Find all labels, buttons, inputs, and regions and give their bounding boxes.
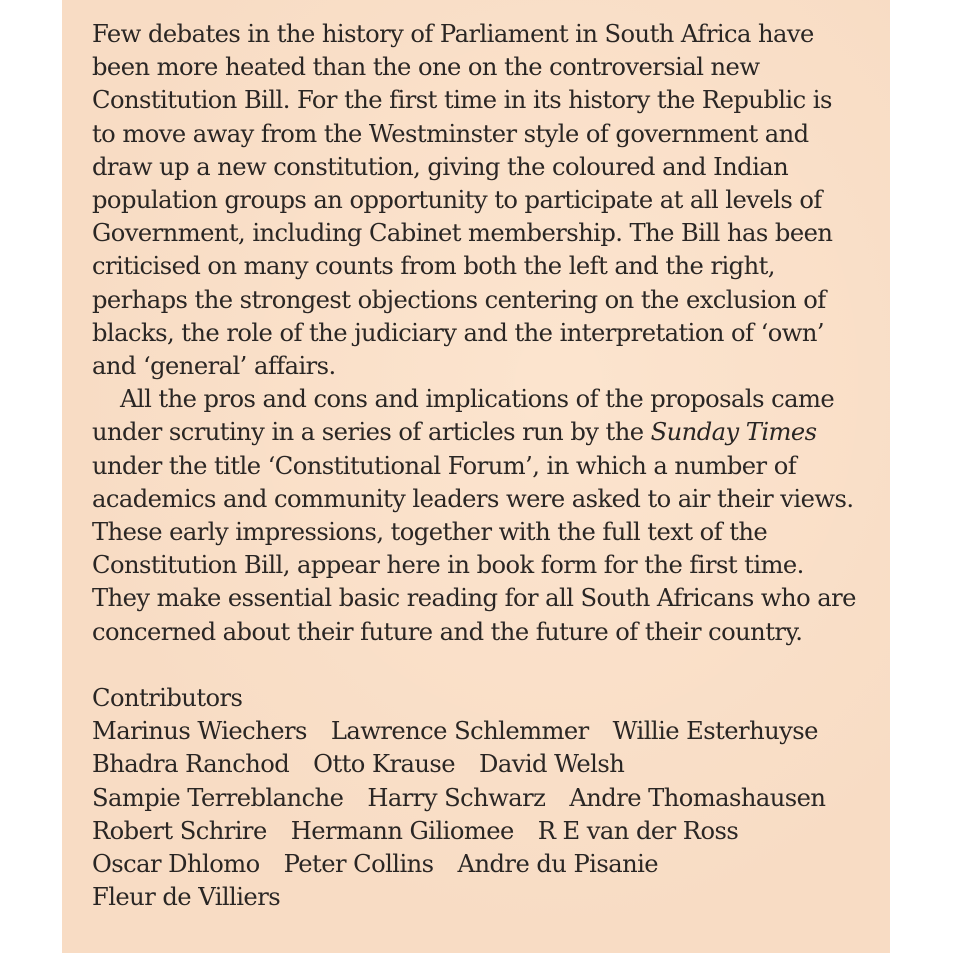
- contributor-name: Hermann Giliomee: [290, 816, 514, 845]
- contributor-name: Sampie Terreblanche: [92, 783, 344, 812]
- contributor-name: Fleur de Villiers: [92, 883, 281, 912]
- contributor-name: Marinus Wiechers: [92, 717, 307, 746]
- contributors-row: [92, 881, 872, 914]
- spacer: [92, 649, 872, 682]
- contributor-name: Harry Schwarz: [367, 783, 546, 812]
- blurb-text: [92, 18, 872, 914]
- text-line: perhaps the strongest objections centering on the exclusion of: [92, 285, 826, 314]
- paragraph-1: [92, 18, 872, 383]
- contributor-name: Robert Schrire: [92, 816, 267, 845]
- contributors-row: [92, 815, 872, 848]
- text-line: been more heated than the one on the controversial new: [92, 53, 760, 82]
- book-back-cover: [62, 0, 890, 953]
- text-line: All the pros and cons and implications of the proposals came: [120, 385, 835, 414]
- contributor-name: Oscar Dhlomo: [92, 850, 260, 879]
- text-line: Constitution Bill, appear here in book form for the first time.: [92, 551, 804, 580]
- contributors-row: [92, 782, 872, 815]
- contributors-row: [92, 748, 872, 781]
- text-line: Government, including Cabinet membership. The Bill has been: [92, 219, 833, 248]
- contributor-name: Lawrence Schlemmer: [330, 717, 589, 746]
- contributor-name: Willie Esterhuyse: [612, 717, 818, 746]
- contributors-row: [92, 848, 872, 881]
- text-line: These early impressions, together with the full text of the: [92, 518, 768, 547]
- contributor-name: Andre du Pisanie: [457, 850, 659, 879]
- text-line: concerned about their future and the future of their country.: [92, 617, 803, 646]
- text-segment: under scrutiny in a series of articles run by the: [92, 418, 651, 447]
- paragraph-2: [92, 383, 872, 649]
- newspaper-title: Sunday Times: [650, 418, 817, 447]
- text-line: [92, 416, 872, 449]
- text-line: Constitution Bill. For the first time in its history the Republic is: [92, 86, 832, 115]
- text-line: under the title ‘Constitutional Forum’, in which a number of: [92, 451, 797, 480]
- text-line: blacks, the role of the judiciary and the interpretation of ‘own’: [92, 318, 825, 347]
- text-line: and ‘general’ affairs.: [92, 352, 336, 381]
- contributor-name: David Welsh: [479, 750, 625, 779]
- text-line: academics and community leaders were asked to air their views.: [92, 484, 854, 513]
- text-line: Few debates in the history of Parliament in South Africa have: [92, 20, 814, 48]
- contributor-name: Bhadra Ranchod: [92, 750, 290, 779]
- text-line: to move away from the Westminster style of government and: [92, 119, 809, 148]
- contributor-name: Otto Krause: [313, 750, 455, 779]
- contributor-name: Peter Collins: [283, 850, 434, 879]
- contributors-row: [92, 715, 872, 748]
- text-line: criticised on many counts from both the left and the right,: [92, 252, 775, 281]
- text-line: population groups an opportunity to participate at all levels of: [92, 186, 822, 215]
- contributors-heading: Contributors: [92, 684, 243, 713]
- contributor-name: Andre Thomashausen: [569, 783, 826, 812]
- contributors-section: [92, 682, 872, 914]
- text-line: draw up a new constitution, giving the coloured and Indian: [92, 152, 789, 181]
- contributor-name: R E van der Ross: [537, 816, 739, 845]
- text-line: They make essential basic reading for all South Africans who are: [92, 584, 856, 613]
